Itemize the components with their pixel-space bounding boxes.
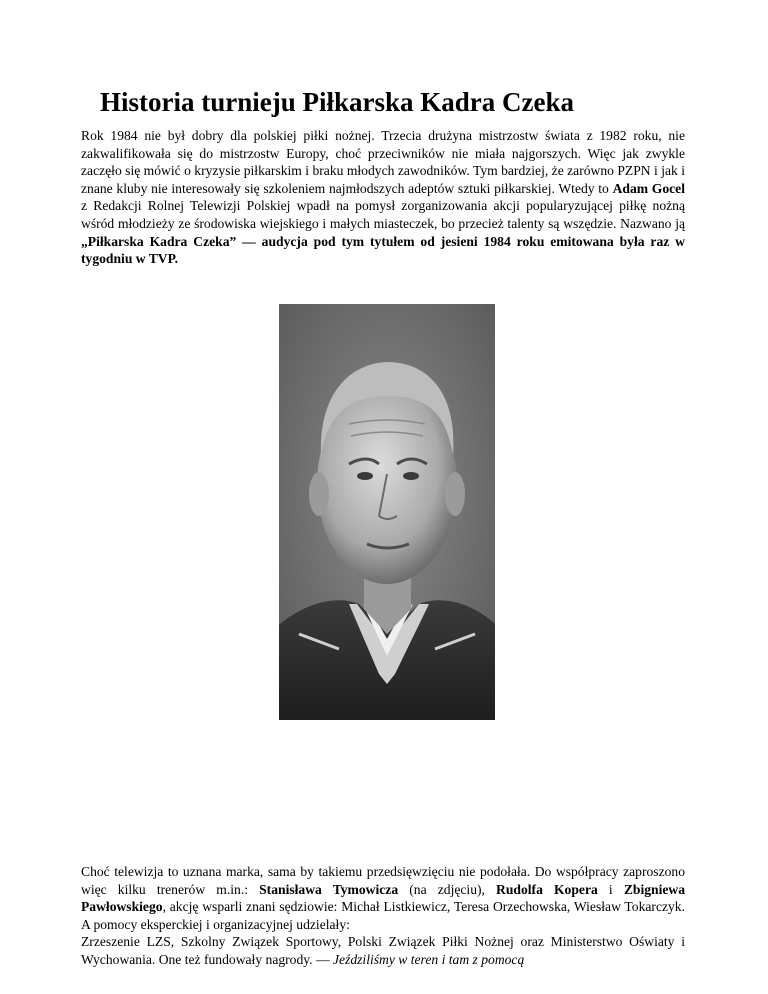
coaches-text-4: , akcję wsparli znani sędziowie: Michał Listkiewicz, Teresa Orzechowska, Wiesław Tokarczyk. A pomocy eksperckiej i organizacyjnej udzielały: (81, 899, 685, 932)
intro-text-2: z Redakcji Rolnej Telewizji Polskiej wpadł na pomysł zorganizowania akcji popularyzującej piłkę nożną wśród młodzieży ze środowiska wiejskiego i małych miasteczek, bo przecież talenty są wszędzie. Nazwano ją (81, 198, 685, 231)
intro-text-1: Rok 1984 nie był dobry dla polskiej piłki nożnej. Trzecia drużyna mistrzostw świata z 1982 roku, nie zakwalifikowała się do mistrzostw Europy, choć przeciwników nie miała najgorszych. Więc jak zwykle zaczęło się mówić o kryzysie piłkarskim i braku młodych zawodników. Tym bardziej, że zarówno PZPN i jak i znane kluby nie interesowały się szkoleniem najmłodszych adeptów sztuki piłkarskiej. Wtedy to (81, 128, 685, 196)
paragraph-intro (81, 127, 685, 268)
page-title: Historia turnieju Piłkarska Kadra Czeka (100, 87, 574, 117)
quote-italic: Jeździliśmy w teren i tam z pomocą (332, 951, 525, 967)
coach-name-tymowicz: Stanisława Tymowicza (259, 881, 399, 897)
coach-name-kopera: Rudolfa Kopera (496, 881, 598, 897)
organizations-text: Zrzeszenie LZS, Szkolny Związek Sportowy, Polski Związek Piłki Nożnej oraz Ministerstwo Oświaty i Wychowania. One też fundowały nagrody. — (81, 934, 685, 967)
portrait-photo (279, 304, 495, 720)
coaches-text-3: i (597, 881, 624, 897)
coaches-text-1: Choć telewizja to uznana marka, sama by takiemu przedsięwzięciu nie podołała. Do współpracy zaproszono więc kilku trenerów m.in.: (81, 864, 685, 897)
intro-bold-name: Adam Gocel (612, 180, 685, 196)
coach-name-pawlowski: Zbigniewa Pawłowskiego (81, 881, 685, 915)
portrait-image (279, 304, 495, 720)
intro-bold-title: „Piłkarska Kadra Czeka” — audycja pod tym tytułem od jesieni 1984 roku emitowana była raz w tygodniu w TVP. (81, 233, 685, 267)
paragraph-coaches (81, 863, 685, 933)
coaches-text-2: (na zdjęciu), (398, 881, 497, 897)
paragraph-organizations (81, 933, 685, 968)
